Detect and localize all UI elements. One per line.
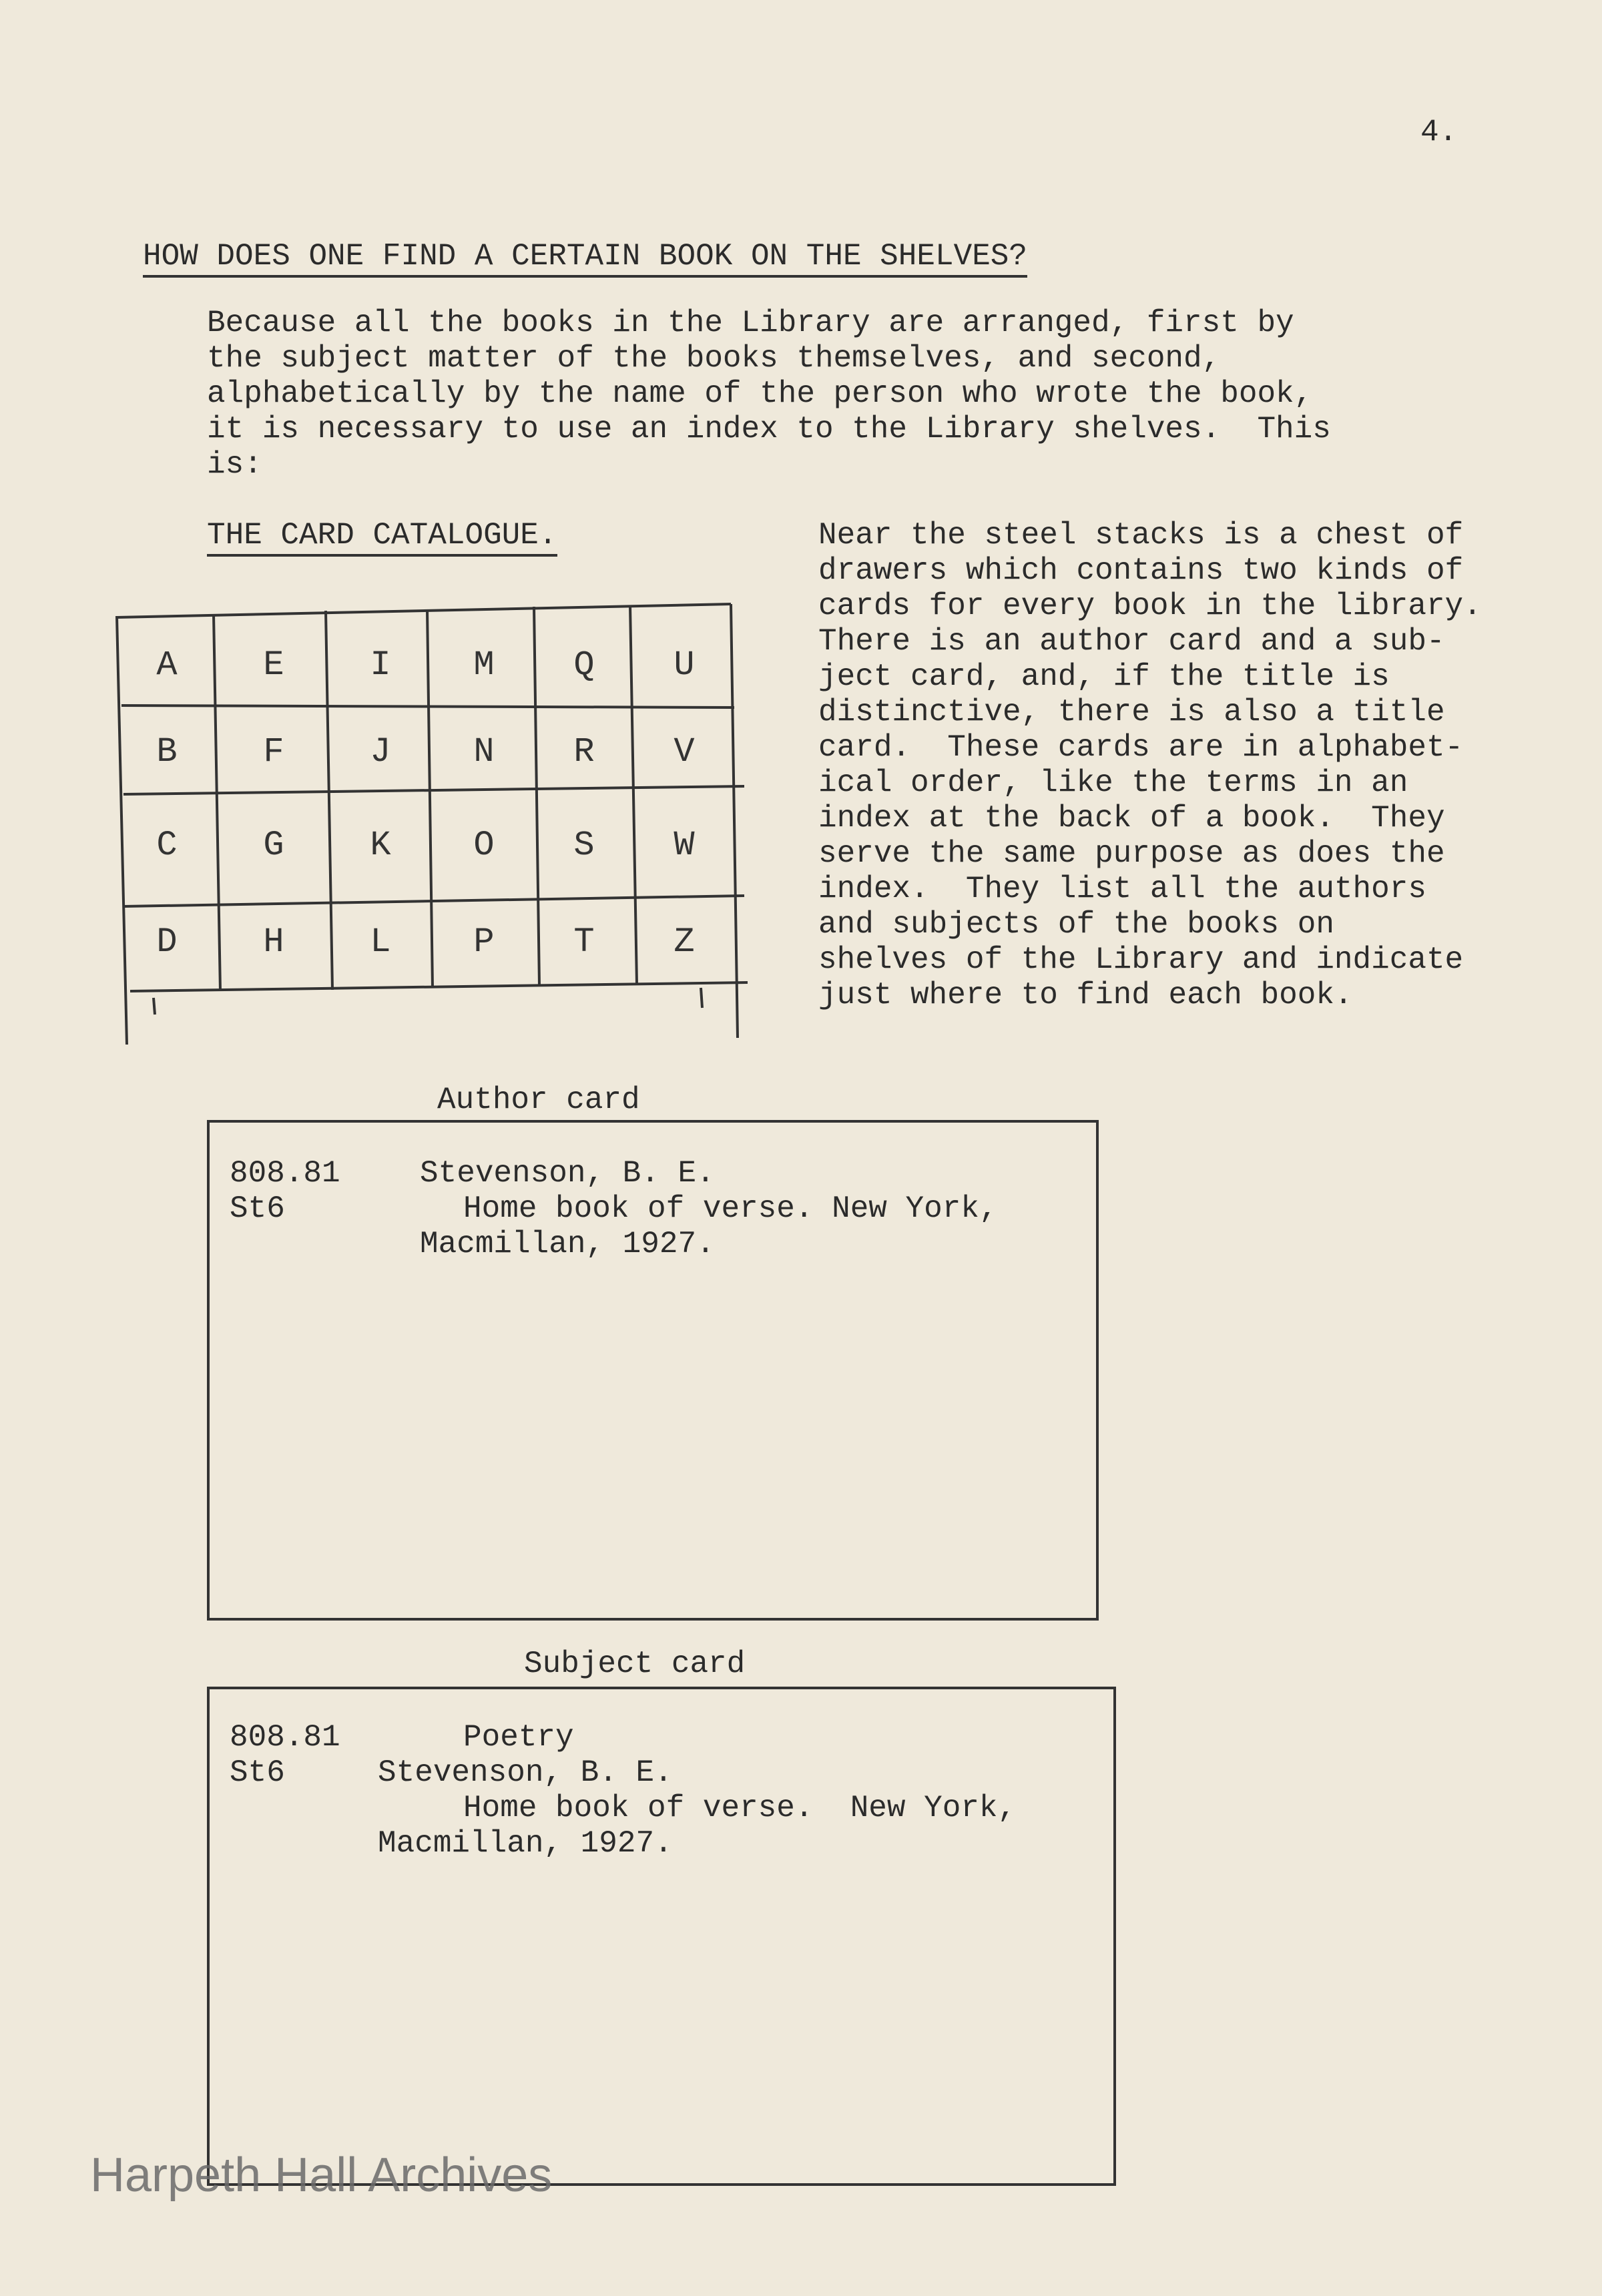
- intro-line: the subject matter of the books themselves, and second,: [207, 341, 1221, 376]
- drawer-label-b: B: [156, 732, 178, 772]
- catalogue-line: just where to find each book.: [818, 978, 1353, 1013]
- drawer-label-i: I: [370, 645, 391, 685]
- imprint-line: Macmillan, 1927.: [420, 1227, 715, 1261]
- drawer-label-z: Z: [674, 922, 695, 962]
- intro-line: it is necessary to use an index to the Library shelves. This: [207, 412, 1331, 447]
- catalogue-line: index. They list all the authors: [818, 872, 1426, 906]
- page-number: 4.: [1420, 115, 1458, 150]
- archive-watermark: Harpeth Hall Archives: [90, 2148, 553, 2202]
- drawer-label-h: H: [263, 922, 284, 962]
- author-entry: Stevenson, B. E.: [420, 1156, 715, 1191]
- drawer-label-c: C: [156, 826, 178, 865]
- imprint-line: Macmillan, 1927.: [378, 1826, 673, 1861]
- catalogue-line: ject card, and, if the title is: [818, 659, 1390, 694]
- cutter-number: St6: [230, 1755, 285, 1790]
- author-entry: Stevenson, B. E.: [378, 1755, 673, 1790]
- intro-line: Because all the books in the Library are arranged, first by: [207, 306, 1294, 340]
- catalogue-line: index at the back of a book. They: [818, 801, 1445, 836]
- card-catalogue-paragraph: [818, 518, 1482, 1013]
- drawer-label-r: R: [573, 732, 595, 772]
- drawer-label-p: P: [473, 922, 495, 962]
- page-heading: HOW DOES ONE FIND A CERTAIN BOOK ON THE SHELVES?: [143, 239, 1027, 278]
- catalogue-line: drawers which contains two kinds of: [818, 553, 1464, 588]
- catalogue-line: There is an author card and a sub-: [818, 624, 1445, 659]
- drawer-label-s: S: [573, 826, 595, 865]
- catalogue-line: cards for every book in the library.: [818, 589, 1482, 623]
- drawer-label-d: D: [156, 922, 178, 962]
- intro-paragraph: [207, 306, 1331, 483]
- drawer-label-n: N: [473, 732, 495, 772]
- drawer-label-v: V: [674, 732, 695, 772]
- card-catalogue-drawer-diagram: [113, 597, 754, 1051]
- drawer-label-f: F: [263, 732, 284, 772]
- drawer-label-u: U: [674, 645, 695, 685]
- drawer-label-t: T: [573, 922, 595, 962]
- drawer-label-m: M: [473, 645, 495, 685]
- call-number: 808.81: [230, 1720, 340, 1755]
- drawer-label-e: E: [263, 645, 284, 685]
- drawer-label-k: K: [370, 826, 391, 865]
- author-card: [207, 1120, 1099, 1621]
- drawer-label-group: [156, 645, 695, 962]
- catalogue-line: shelves of the Library and indicate: [818, 942, 1464, 977]
- author-card-caption: Author card: [437, 1083, 640, 1117]
- call-number: 808.81: [230, 1156, 340, 1191]
- card-catalogue-heading: THE CARD CATALOGUE.: [207, 518, 557, 557]
- title-line: Home book of verse. New York,: [463, 1191, 998, 1226]
- title-line: Home book of verse. New York,: [463, 1791, 1017, 1825]
- drawer-label-q: Q: [573, 645, 595, 685]
- catalogue-line: serve the same purpose as does the: [818, 836, 1445, 871]
- catalogue-line: card. These cards are in alphabet-: [818, 730, 1464, 765]
- drawer-label-l: L: [370, 922, 391, 962]
- intro-line: is:: [207, 447, 262, 482]
- cutter-number: St6: [230, 1191, 285, 1226]
- drawer-label-g: G: [263, 826, 284, 865]
- drawer-label-j: J: [370, 732, 391, 772]
- drawer-label-w: W: [674, 826, 695, 865]
- catalogue-line: ical order, like the terms in an: [818, 766, 1408, 800]
- catalogue-line: distinctive, there is also a title: [818, 695, 1445, 730]
- drawer-label-a: A: [156, 645, 178, 685]
- catalogue-line: Near the steel stacks is a chest of: [818, 518, 1464, 553]
- catalogue-line: and subjects of the books on: [818, 907, 1334, 942]
- subject-card-caption: Subject card: [524, 1647, 746, 1681]
- drawer-label-o: O: [473, 826, 495, 865]
- subject-heading: Poetry: [463, 1720, 574, 1755]
- intro-line: alphabetically by the name of the person who wrote the book,: [207, 376, 1313, 411]
- subject-card: [207, 1687, 1116, 2186]
